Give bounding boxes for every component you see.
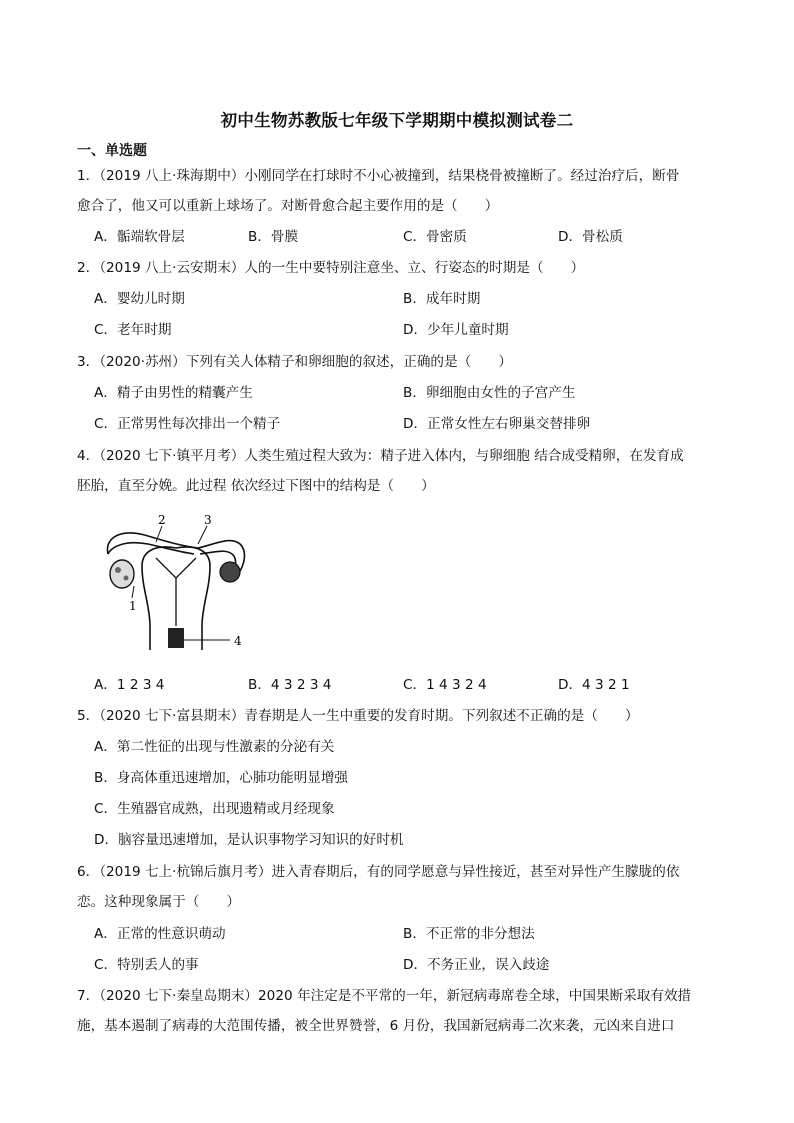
- q2-option-a: A．婴幼儿时期: [94, 291, 185, 307]
- q3-option-d: D．正常女性左右卵巢交替排卵: [403, 416, 591, 432]
- q1-option-d: D．骨松质: [558, 229, 623, 245]
- q4-option-d: D．4 3 2 1: [558, 677, 630, 693]
- ovary-follicle: [124, 576, 129, 581]
- diagram-label-1: 1: [129, 599, 137, 613]
- page-title: 初中生物苏教版七年级下学期期中模拟测试卷二: [220, 111, 574, 130]
- question-4-line-1: 4．（2020 七下·镇平月考）人类生殖过程大致为：精子进入体内，与卵细胞 结合成受精卵，在发育成: [77, 448, 684, 464]
- question-5-line-1: 5．（2020 七下·富县期末）青春期是人一生中重要的发育时期。下列叙述不正确的是（ ）: [77, 708, 639, 724]
- diagram-label-2: 2: [158, 514, 166, 527]
- section-heading: 一、单选题: [77, 143, 147, 159]
- q4-option-b: B．4 3 2 3 4: [248, 677, 332, 693]
- question-6-line-2: 恋。这种现象属于（ ）: [77, 894, 241, 910]
- q6-option-d: D．不务正业，误入歧途: [403, 957, 550, 973]
- ovary-follicle: [115, 567, 121, 573]
- question-2-line-1: 2．（2019 八上·云安期末）人的一生中要特别注意坐、立、行姿态的时期是（ ）: [77, 260, 585, 276]
- q2-option-b: B．成年时期: [403, 291, 481, 307]
- q5-option-c: C．生殖器官成熟，出现遗精或月经现象: [94, 801, 335, 817]
- q4-option-a: A．1 2 3 4: [94, 677, 165, 693]
- uterus-diagram: [98, 514, 248, 654]
- question-4-line-2: 胚胎，直至分娩。此过程 依次经过下图中的结构是（ ）: [77, 478, 435, 494]
- q6-option-b: B．不正常的非分想法: [403, 926, 535, 942]
- q4-option-c: C．1 4 3 2 4: [403, 677, 487, 693]
- question-1-line-2: 愈合了，他又可以重新上球场了。对断骨愈合起主要作用的是（ ）: [77, 198, 499, 214]
- q5-option-d: D．脑容量迅速增加，是认识事物学习知识的好时机: [94, 832, 404, 848]
- q3-option-c: C．正常男性每次排出一个精子: [94, 416, 281, 432]
- vaginal-canal: [168, 628, 184, 648]
- q2-option-d: D．少年儿童时期: [403, 322, 509, 338]
- q6-option-a: A．正常的性意识萌动: [94, 926, 226, 942]
- q2-option-c: C．老年时期: [94, 322, 172, 338]
- q3-option-a: A．精子由男性的精囊产生: [94, 385, 253, 401]
- question-7-line-2: 施，基本遏制了病毒的大范围传播，被全世界赞誉，6 月份，我国新冠病毒二次来袭，元凶来自进口: [77, 1018, 675, 1034]
- q1-option-b: B．骨膜: [248, 229, 299, 245]
- diagram-label-4: 4: [234, 634, 242, 648]
- question-3-line-1: 3．（2020·苏州）下列有关人体精子和卵细胞的叙述，正确的是（ ）: [77, 354, 512, 370]
- left-ovary: [110, 560, 134, 588]
- q5-option-b: B．身高体重迅速增加，心肺功能明显增强: [94, 770, 349, 786]
- q5-option-a: A．第二性征的出现与性激素的分泌有关: [94, 739, 335, 755]
- question-1-line-1: 1．（2019 八上·珠海期中）小刚同学在打球时不小心被撞到，结果桡骨被撞断了。经过治疗后，断骨: [77, 168, 680, 184]
- question-7-line-1: 7．（2020 七下·秦皇岛期末）2020 年注定是不平常的一年，新冠病毒席卷全球，中国果断采取有效措: [77, 988, 692, 1004]
- q1-option-a: A．骺端软骨层: [94, 229, 185, 245]
- q1-option-c: C．骨密质: [403, 229, 467, 245]
- q6-option-c: C．特别丢人的事: [94, 957, 199, 973]
- q3-option-b: B．卵细胞由女性的子宫产生: [403, 385, 576, 401]
- diagram-label-3: 3: [204, 514, 212, 527]
- right-ovary: [220, 562, 240, 582]
- question-6-line-1: 6．（2019 七上·杭锦后旗月考）进入青春期后，有的同学愿意与异性接近，甚至对异性产生朦胧的依: [77, 864, 680, 880]
